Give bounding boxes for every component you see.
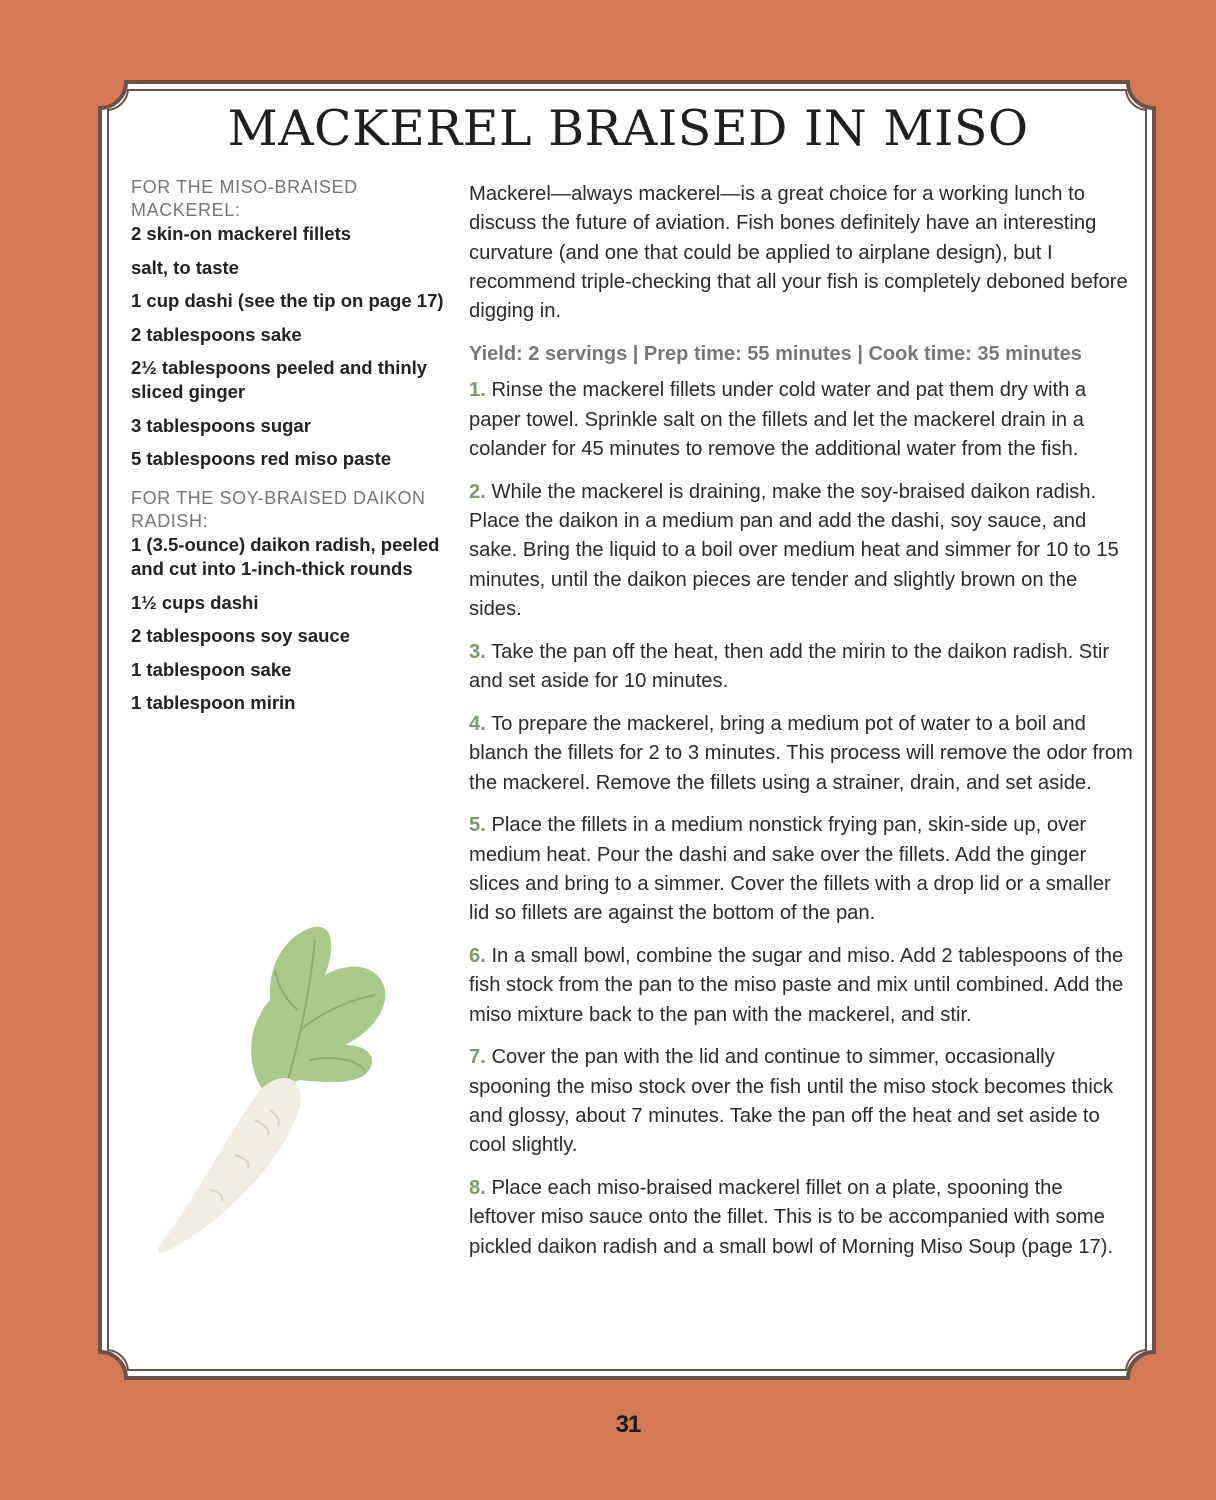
ingredient-group-heading: FOR THE SOY-BRAISED DAIKON RADISH:	[131, 488, 426, 531]
ingredient-item: 1 tablespoon sake	[131, 658, 292, 680]
ingredient-item: 2½ tablespoons peeled and thinly sliced ginger	[131, 357, 428, 402]
ingredient-item: 1½ cups dashi	[131, 591, 259, 613]
recipe-step	[469, 1043, 1134, 1160]
ingredient-item: 3 tablespoons sugar	[131, 414, 311, 436]
recipe-step	[469, 1174, 1134, 1262]
step-text: While the mackerel is draining, make the soy-braised daikon radish. Place the daikon in a medium pan and add the dashi, soy sauce, and sake. Bring the liquid to a boil over medium heat and simmer for 10 to 15 minutes, until the daikon pieces are tender and slightly brown on the sides.	[469, 480, 1119, 621]
ingredient-item: 2 skin-on mackerel fillets	[131, 223, 352, 244]
step-number: 7.	[469, 1046, 486, 1069]
daikon-radish-icon	[150, 920, 400, 1265]
recipe-title: MACKEREL BRAISED IN MISO	[227, 100, 1029, 157]
step-text: Take the pan off the heat, then add the mirin to the daikon radish. Stir and set aside for 10 minutes.	[469, 640, 1110, 693]
step-text: In a small bowl, combine the sugar and miso. Add 2 tablespoons of the fish stock from the pan to the miso paste and mix until combined. Add the miso mixture back to the pan with the mackerel, and stir.	[469, 945, 1124, 1026]
ingredient-item: 2 tablespoons sake	[131, 323, 302, 345]
ingredient-item: 2 tablespoons soy sauce	[131, 625, 351, 646]
yield-line: Yield: 2 servings | Prep time: 55 minutes | Cook time: 35 minutes	[469, 343, 1082, 366]
step-number: 5.	[469, 814, 486, 837]
step-number: 8.	[469, 1177, 486, 1200]
ingredient-item: salt, to taste	[131, 256, 239, 278]
recipe-step	[469, 376, 1134, 464]
recipe-step	[469, 638, 1134, 697]
page-number: 31	[615, 1411, 641, 1438]
recipe-step	[469, 478, 1134, 624]
step-number: 6.	[469, 945, 486, 968]
step-text: Rinse the mackerel fillets under cold water and pat them dry with a paper towel. Sprinkle salt on the fillets and let the mackerel drain in a colander for 45 minutes to remove the additional water from the fish.	[469, 379, 1087, 461]
ingredient-item: 1 cup dashi (see the tip on page 17)	[131, 290, 444, 311]
recipe-step	[469, 710, 1134, 798]
ingredient-item: 5 tablespoons red miso paste	[131, 448, 392, 469]
step-text: To prepare the mackerel, bring a medium pot of water to a boil and blanch the fillets for 2 to 3 minutes. This process will remove the odor from the mackerel. Remove the fillets using a strainer, drain, and set aside.	[469, 712, 1133, 794]
step-number: 3.	[469, 640, 486, 663]
ingredient-item: 1 (3.5-ounce) daikon radish, peeled and cut into 1-inch-thick rounds	[131, 534, 440, 579]
ingredients-column	[131, 176, 453, 725]
recipe-intro: Mackerel—always mackerel—is a great choice for a working lunch to discuss the future of aviation. Fish bones definitely have an interesting curvature (and one that could be applied to airplane design), but I recommend triple-checking that all your fish is completely deboned before digging in.	[469, 183, 1128, 323]
step-text: Place each miso-braised mackerel fillet on a plate, spooning the leftover miso sauce onto the fillet. This is to be accompanied with some pickled daikon radish and a small bowl of Morning Miso Soup (page 17).	[469, 1177, 1114, 1258]
step-number: 1.	[469, 379, 486, 402]
instructions-column	[469, 180, 1134, 1276]
step-text: Cover the pan with the lid and continue to simmer, occasionally spooning the miso stock over the fish until the miso stock becomes thick and glossy, about 7 minutes. Take the pan off the heat and set aside to cool slightly.	[469, 1046, 1114, 1157]
ingredient-group-heading: FOR THE MISO-BRAISED MACKEREL:	[131, 177, 358, 220]
recipe-step	[469, 942, 1134, 1030]
step-text: Place the fillets in a medium nonstick frying pan, skin-side up, over medium heat. Pour the dashi and sake over the fillets. Add the ginger slices and bring to a simmer. Cover the fillets with a drop lid or a smaller lid so fillets are against the bottom of the pan.	[469, 814, 1111, 925]
step-number: 4.	[469, 712, 486, 735]
step-number: 2.	[469, 480, 486, 503]
recipe-step	[469, 811, 1134, 928]
ingredient-item: 1 tablespoon mirin	[131, 692, 296, 713]
